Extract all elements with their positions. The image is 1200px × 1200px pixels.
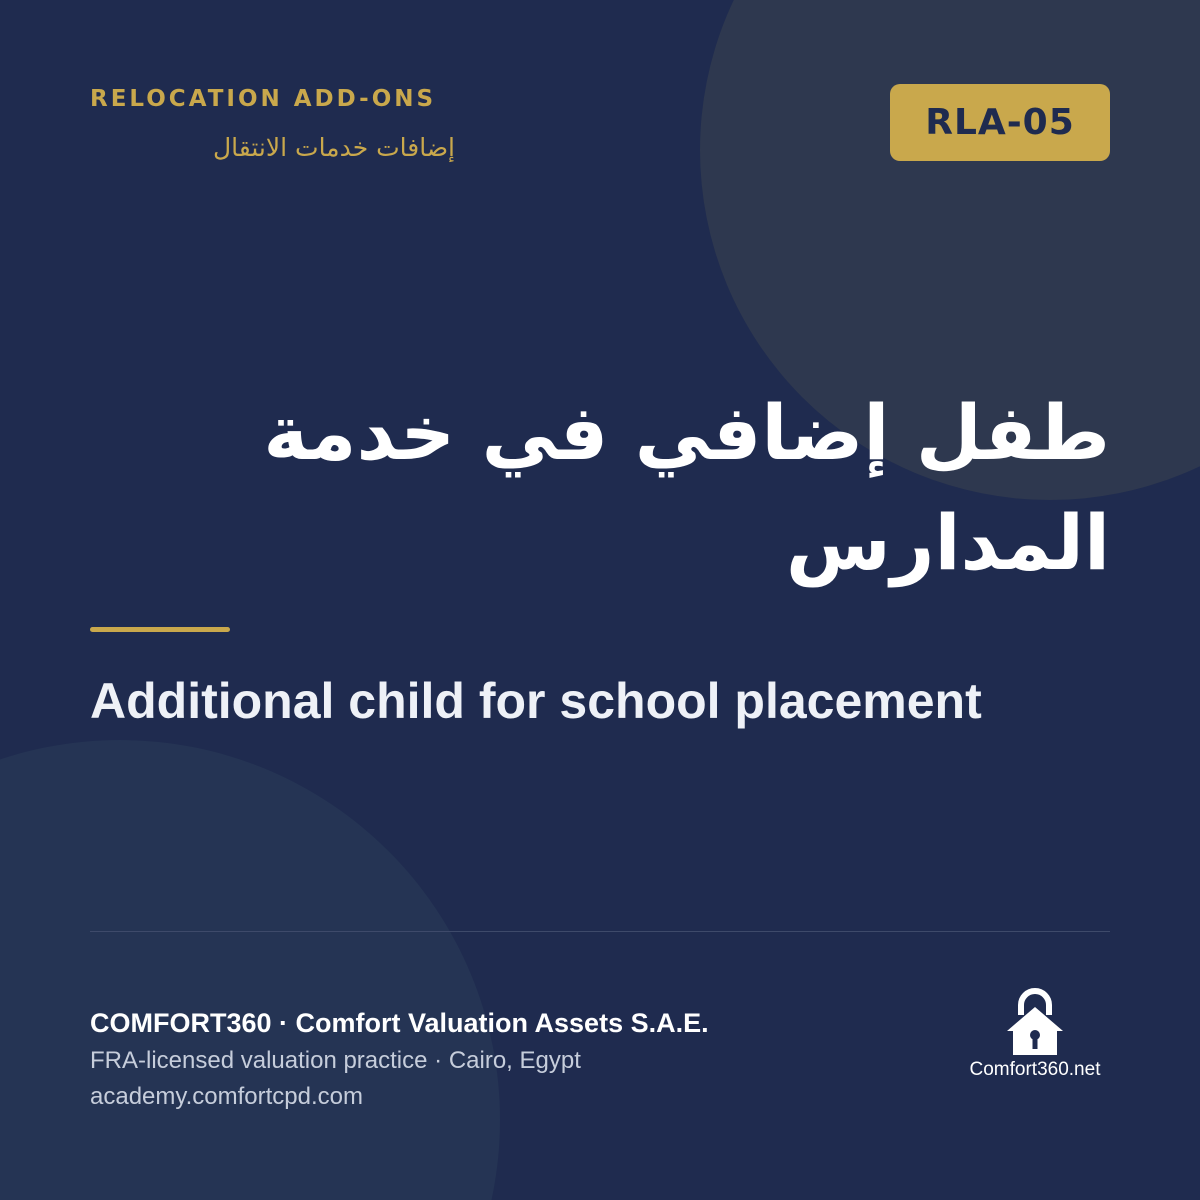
company-name: COMFORT360 · Comfort Valuation Assets S.A.E.	[90, 1008, 709, 1038]
accent-rule	[90, 627, 230, 632]
title-arabic: طفل إضافي في خدمة المدارس	[263, 388, 1110, 587]
company-tagline: FRA-licensed valuation practice · Cairo, Egypt	[90, 1047, 581, 1074]
website-link[interactable]: academy.comfortcpd.com	[90, 1083, 363, 1110]
house-lock-icon	[1005, 985, 1065, 1057]
category-label-ar: إضافات خدمات الانتقال	[212, 133, 455, 162]
brand-logo	[960, 985, 1110, 1085]
title-english: Additional child for school placement	[90, 673, 982, 729]
logo-text: Comfort360.net	[969, 1059, 1101, 1080]
category-label-en: RELOCATION ADD-ONS	[90, 86, 437, 112]
decorative-circle-bottom	[0, 740, 500, 1200]
code-badge: RLA-05	[890, 84, 1110, 161]
footer-divider	[90, 931, 1110, 932]
